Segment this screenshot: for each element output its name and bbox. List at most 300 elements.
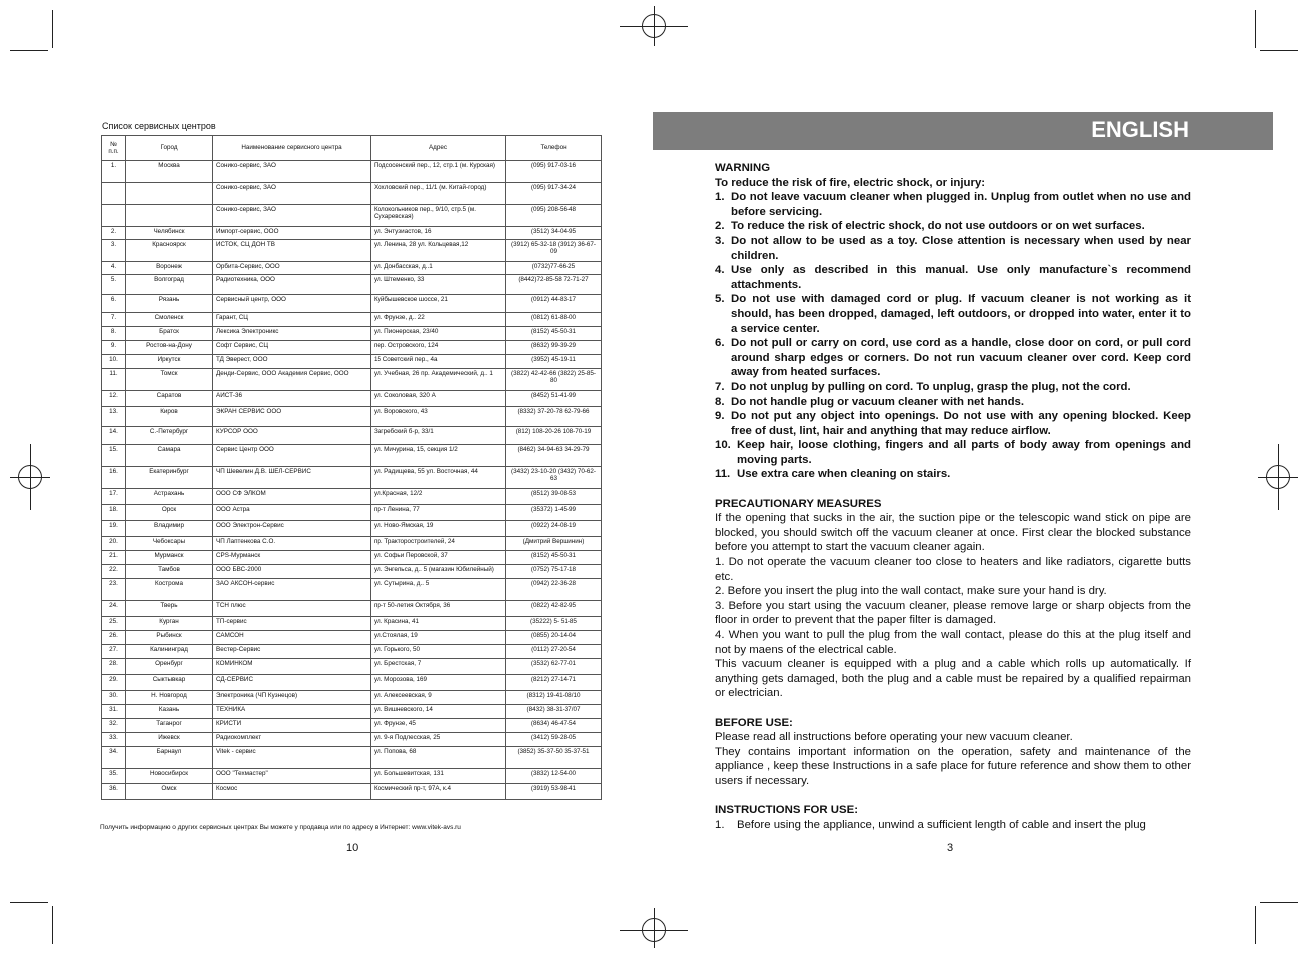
cell-city: Смоленск [126, 313, 213, 327]
cell-address: ул. Пионерская, 23/40 [371, 327, 506, 341]
list-item-text: Do not pull or carry on cord, use cord as a handle, close door on cord, or pull cord around sharp edges or corners. Do not run vacuum cleaner over cord. Keep cord away from heated surfaces. [731, 337, 1191, 379]
cell-address: ул. Вишневского, 14 [371, 705, 506, 719]
cell-num: 33. [102, 733, 126, 747]
cell-num: 16. [102, 467, 126, 489]
cell-city: Волгоград [126, 275, 213, 295]
cell-num: 7. [102, 313, 126, 327]
cell-num: 23. [102, 579, 126, 601]
cell-phone: (8212) 27-14-71 [506, 675, 602, 691]
table-row [102, 769, 602, 784]
table-row [102, 262, 602, 275]
cell-phone: (3852) 35-37-50 35-37-51 [506, 747, 602, 769]
cell-phone: (8512) 39-08-53 [506, 489, 602, 505]
list-item-number: 7. [715, 380, 725, 393]
precaution-paragraph: 4. When you want to pull the plug from the wall contact, please do this at the plug itself and not by maens of the electrical cable. [715, 629, 1191, 656]
cell-name: ЧП Шевелин Д.В. ШЕЛ-СЕРВИС [213, 467, 371, 489]
cell-phone: (35222) 5- 51-85 [506, 617, 602, 631]
warning-intro: To reduce the risk of fire, electric shock, or injury: [715, 176, 986, 189]
cell-address: ул. Воровского, 43 [371, 407, 506, 427]
col-header-address: Адрес [371, 136, 506, 161]
table-row [102, 719, 602, 733]
table-row [102, 489, 602, 505]
crop-mark [1255, 10, 1256, 48]
cell-phone: (8332) 37-20-78 62-79-66 [506, 407, 602, 427]
cell-city: Таганрог [126, 719, 213, 733]
cell-address: ул. Ленина, 28 ул. Кольцевая,12 [371, 240, 506, 262]
table-row [102, 505, 602, 521]
cell-address: Подсосенский пер., 12, стр.1 (м. Курская) [371, 161, 506, 183]
cell-num: 24. [102, 601, 126, 617]
list-item [715, 234, 1191, 263]
list-item-number: 8. [715, 395, 725, 408]
cell-num: 36. [102, 784, 126, 800]
cell-city: Тверь [126, 601, 213, 617]
cell-phone: (0912) 44-83-17 [506, 295, 602, 313]
cell-address: пер. Островского, 124 [371, 341, 506, 355]
precaution-paragraph: This vacuum cleaner is equipped with a plug and a cable which rolls up automatically. If anything gets damaged, both the plug and a cable must be repaired by a qualified repairman or electrician. [715, 658, 1191, 700]
cell-phone: (0822) 42-82-95 [506, 601, 602, 617]
cell-phone: (0942) 22-36-28 [506, 579, 602, 601]
cell-name: Космос [213, 784, 371, 800]
cell-num [102, 205, 126, 227]
table-row [102, 391, 602, 407]
language-banner [653, 112, 1273, 150]
list-item-number: 9. [715, 410, 725, 423]
table-row [102, 369, 602, 391]
cell-address: ул. Сутырина, д.. 5 [371, 579, 506, 601]
cell-name: Сонико-сервис, ЗАО [213, 161, 371, 183]
cell-num: 19. [102, 521, 126, 537]
table-row [102, 537, 602, 551]
cell-address: ул. Софьи Перовской, 37 [371, 551, 506, 565]
list-item-number: 10. [715, 439, 731, 452]
table-row [102, 675, 602, 691]
cell-city: Орск [126, 505, 213, 521]
table-row [102, 295, 602, 313]
cell-address: ул.Красная, 12/2 [371, 489, 506, 505]
cell-num: 14. [102, 427, 126, 445]
cell-phone: (Дмитрий Вершинин) [506, 537, 602, 551]
cell-num: 31. [102, 705, 126, 719]
cell-city: Томск [126, 369, 213, 391]
cell-phone: (3832) 12-54-00 [506, 769, 602, 784]
table-row [102, 341, 602, 355]
cell-address: ул. Брестская, 7 [371, 659, 506, 675]
cell-num: 15. [102, 445, 126, 467]
table-row [102, 240, 602, 262]
list-item-text: To reduce the risk of electric shock, do not use outdoors or on wet surfaces. [731, 220, 1145, 233]
cell-city: Оренбург [126, 659, 213, 675]
list-item-text: Use only as described in this manual. Use only manufacture`s recommend attachments. [731, 264, 1191, 291]
cell-address: ул. Большевитская, 131 [371, 769, 506, 784]
cell-phone: (3532) 62-77-01 [506, 659, 602, 675]
cell-num: 28. [102, 659, 126, 675]
table-row [102, 205, 602, 227]
table-row [102, 427, 602, 445]
cell-num: 22. [102, 565, 126, 579]
table-row [102, 551, 602, 565]
before-use-heading: BEFORE USE: [715, 716, 793, 729]
list-item-text: Keep hair, loose clothing, fingers and all parts of body away from openings and moving parts. [737, 439, 1191, 466]
cell-address: Хохловский пер., 11/1 (м. Китай-город) [371, 183, 506, 205]
cell-address: пр-т Ленина, 77 [371, 505, 506, 521]
table-row [102, 645, 602, 659]
cell-city: Мурманск [126, 551, 213, 565]
cell-name: ЗАО АКСОН-сервис [213, 579, 371, 601]
cell-address: ул. Красина, 41 [371, 617, 506, 631]
list-item-number: 11. [715, 468, 731, 481]
cell-address: ул. Горького, 50 [371, 645, 506, 659]
list-item-text: Do not put any object into openings. Do not use with any opening blocked. Keep free of dust, lint, hair and anything that may reduce airflow. [731, 410, 1191, 437]
cell-phone: (8462) 34-94-63 34-29-79 [506, 445, 602, 467]
cell-phone: (8452) 51-41-99 [506, 391, 602, 407]
cell-city: Курган [126, 617, 213, 631]
cell-phone: (8432) 38-31-37/07 [506, 705, 602, 719]
cell-phone: (3912) 65-32-18 (3912) 36-67-09 [506, 240, 602, 262]
cell-num: 6. [102, 295, 126, 313]
list-item-text: Do not use with damaged cord or plug. If vacuum cleaner is not working as it should, has been dropped, damaged, left outdoors, or dropped into water, enter it to a service center. [731, 293, 1191, 335]
cell-city: Екатеринбург [126, 467, 213, 489]
precaution-text [715, 511, 1191, 701]
cell-address: ул. Мичурина, 15, секция 1/2 [371, 445, 506, 467]
cell-phone: (0112) 27-20-54 [506, 645, 602, 659]
list-item [715, 219, 1191, 234]
cell-name: ЭКРАН СЕРВИС ООО [213, 407, 371, 427]
cell-phone: (812) 108-20-26 108-70-19 [506, 427, 602, 445]
page-number-right: 3 [947, 842, 954, 854]
table-row [102, 579, 602, 601]
precaution-paragraph: 1. Do not operate the vacuum cleaner too close to heaters and like radiators, cigarette butts etc. [715, 556, 1191, 583]
list-item-text: Use extra care when cleaning on stairs. [737, 468, 951, 481]
cell-city: Н. Новгород [126, 691, 213, 705]
cell-num: 17. [102, 489, 126, 505]
cell-name: КОМИНКОМ [213, 659, 371, 675]
instructions-column [715, 161, 1191, 832]
list-item [715, 263, 1191, 292]
cell-city: Киров [126, 407, 213, 427]
cell-address: ул. Донбасская, д..1 [371, 262, 506, 275]
list-item [715, 438, 1191, 467]
cell-city: Рыбинск [126, 631, 213, 645]
crop-mark [1255, 906, 1256, 944]
cell-num: 12. [102, 391, 126, 407]
cell-phone: (3822) 42-42-66 (3822) 25-85-80 [506, 369, 602, 391]
cell-num: 21. [102, 551, 126, 565]
table-row [102, 355, 602, 369]
cell-city: Кострома [126, 579, 213, 601]
table-row [102, 659, 602, 675]
precaution-paragraph: 2. Before you insert the plug into the wall contact, make sure your hand is dry. [715, 585, 1107, 598]
cell-num: 1. [102, 161, 126, 183]
list-item [715, 818, 1191, 833]
cell-phone: (0752) 75-17-18 [506, 565, 602, 579]
cell-address: пр. Тракторостроителей, 24 [371, 537, 506, 551]
cell-name: ООО БВС-2000 [213, 565, 371, 579]
instructions-list [715, 818, 1191, 833]
cell-name: ТЕХНИКА [213, 705, 371, 719]
cell-address: ул. Соколовая, 320 А [371, 391, 506, 407]
cell-num: 10. [102, 355, 126, 369]
cell-phone: (8634) 46-47-54 [506, 719, 602, 733]
table-header [102, 136, 602, 161]
cell-num: 26. [102, 631, 126, 645]
before-use-text [715, 730, 1191, 788]
before-use-paragraph: They contains important information on the operation, safety and maintenance of the appliance , keep these Instructions in a safe place for future reference and show them to other users if necessary. [715, 745, 1191, 787]
table-row [102, 747, 602, 769]
cell-name: Импорт-сервис, ООО [213, 227, 371, 240]
cell-num: 27. [102, 645, 126, 659]
table-row [102, 327, 602, 341]
cell-name: Сервис Центр ООО [213, 445, 371, 467]
list-item-number: 1. [715, 191, 725, 204]
table-row [102, 691, 602, 705]
cell-phone: (8152) 45-50-31 [506, 327, 602, 341]
list-item [715, 380, 1191, 395]
cell-phone: (095) 208-56-48 [506, 205, 602, 227]
cell-city: Красноярск [126, 240, 213, 262]
cell-phone: (35372) 1-45-99 [506, 505, 602, 521]
cell-name: ООО "Техмастер" [213, 769, 371, 784]
cell-address: ул. Энтузиастов, 16 [371, 227, 506, 240]
cell-address: Загребский б-р, 33/1 [371, 427, 506, 445]
language-title: ENGLISH [1091, 117, 1189, 142]
cell-name: ТСН плюс [213, 601, 371, 617]
cell-address: Колокольников пер., 9/10, стр.5 (м. Сухаревская) [371, 205, 506, 227]
cell-city: Тамбов [126, 565, 213, 579]
cell-num: 34. [102, 747, 126, 769]
cell-city: Рязань [126, 295, 213, 313]
list-item-text: Do not leave vacuum cleaner when plugged in. Unplug from outlet when no use and before servicing. [731, 191, 1191, 218]
cell-num: 4. [102, 262, 126, 275]
cell-num: 20. [102, 537, 126, 551]
cell-phone: (8442)72-85-58 72-71-27 [506, 275, 602, 295]
page-number-left: 10 [346, 842, 359, 854]
cell-num: 30. [102, 691, 126, 705]
warning-list [715, 190, 1191, 482]
precaution-heading: PRECAUTIONARY MEASURES [715, 497, 882, 510]
cell-address: ул. Радищева, 55 ул. Восточная, 44 [371, 467, 506, 489]
cell-city: Челябинск [126, 227, 213, 240]
cell-name: Сонико-сервис, ЗАО [213, 183, 371, 205]
cell-city: Ижевск [126, 733, 213, 747]
col-header-name: Наименование сервисного центра [213, 136, 371, 161]
col-header-num: № п.п. [102, 136, 126, 161]
cell-name: Орбита-Сервис, ООО [213, 262, 371, 275]
warning-heading: WARNING [715, 162, 771, 174]
cell-num: 3. [102, 240, 126, 262]
cell-num: 11. [102, 369, 126, 391]
cell-num: 13. [102, 407, 126, 427]
cell-name: ТП-сервис [213, 617, 371, 631]
list-item-number: 6. [715, 337, 725, 350]
cell-phone: (0812) 61-88-00 [506, 313, 602, 327]
cell-city: Казань [126, 705, 213, 719]
cell-num: 29. [102, 675, 126, 691]
crop-mark [52, 10, 53, 48]
cell-city [126, 183, 213, 205]
table-row [102, 161, 602, 183]
cell-name: Радиотехника, ООО [213, 275, 371, 295]
cell-name: Лексика Электроникс [213, 327, 371, 341]
table-row [102, 521, 602, 537]
table-row [102, 275, 602, 295]
list-item-number: 1. [715, 818, 725, 831]
cell-phone: (3919) 53-98-41 [506, 784, 602, 800]
service-list-title: Список сервисных центров [102, 121, 216, 131]
cell-city: Ростов-на-Дону [126, 341, 213, 355]
cell-phone: (0922) 24-08-19 [506, 521, 602, 537]
cell-address: ул. Фрунзе, д.. 22 [371, 313, 506, 327]
cell-name: CPS-Мурманск [213, 551, 371, 565]
cell-city: Чебоксары [126, 537, 213, 551]
list-item [715, 467, 1191, 482]
cell-address: ул. 9-я Подлесская, 25 [371, 733, 506, 747]
cell-address: 15 Советский пер., 4а [371, 355, 506, 369]
cell-city: Сыктывкар [126, 675, 213, 691]
cell-city: Саратов [126, 391, 213, 407]
crop-mark [1260, 902, 1298, 903]
table-row [102, 467, 602, 489]
cell-address: пр-т 50-летия Октября, 36 [371, 601, 506, 617]
cell-address: ул. Энгельса, д.. 5 (магазин Юбилейный) [371, 565, 506, 579]
cell-phone: (095) 917-34-24 [506, 183, 602, 205]
cell-name: ООО СФ ЭЛКОМ [213, 489, 371, 505]
list-item [715, 292, 1191, 336]
cell-address: ул. Алексеевская, 9 [371, 691, 506, 705]
table-row [102, 705, 602, 719]
cell-address: ул. Попова, 68 [371, 747, 506, 769]
precaution-paragraph: If the opening that sucks in the air, the suction pipe or the telescopic wand stick on pipe are blocked, you should switch off the vacuum cleaner at once. First clear the blocked substance before you attempt to start the vacuum cleaner again. [715, 512, 1191, 554]
cell-num: 9. [102, 341, 126, 355]
cell-city [126, 205, 213, 227]
list-item-number: 5. [715, 293, 725, 306]
before-use-paragraph: Please read all instructions before operating your new vacuum cleaner. [715, 731, 1073, 744]
cell-num: 32. [102, 719, 126, 733]
cell-name: КРИСТИ [213, 719, 371, 733]
table-row [102, 565, 602, 579]
crop-mark [52, 906, 53, 944]
cell-num: 35. [102, 769, 126, 784]
cell-phone: (3412) 59-28-05 [506, 733, 602, 747]
cell-name: ИСТОК, СЦ ДОН ТВ [213, 240, 371, 262]
service-footer-note: Получить информацию о других сервисных центрах Вы можете у продавца или по адресу в Интернет: www.vitek-avs.ru [100, 824, 461, 831]
cell-city: Калининград [126, 645, 213, 659]
cell-city: Москва [126, 161, 213, 183]
table-row [102, 601, 602, 617]
list-item-number: 4. [715, 264, 725, 277]
cell-phone: (8632) 99-39-29 [506, 341, 602, 355]
cell-phone: (0732)77-66-25 [506, 262, 602, 275]
cell-city: Иркутск [126, 355, 213, 369]
cell-name: Вестер-Сервис [213, 645, 371, 659]
cell-phone: (095) 917-03-16 [506, 161, 602, 183]
cell-phone: (3432) 23-10-20 (3432) 70-62-63 [506, 467, 602, 489]
table-row [102, 617, 602, 631]
cell-city: Барнаул [126, 747, 213, 769]
cell-name: Сервисный центр, ООО [213, 295, 371, 313]
list-item [715, 395, 1191, 410]
cell-name: Сонико-сервис, ЗАО [213, 205, 371, 227]
col-header-phone: Телефон [506, 136, 602, 161]
table-row [102, 445, 602, 467]
crop-mark [10, 50, 48, 51]
cell-name: САМСОН [213, 631, 371, 645]
list-item-number: 3. [715, 234, 725, 247]
list-item-text: Do not unplug by pulling on cord. To unplug, grasp the plug, not the cord. [731, 380, 1131, 393]
cell-phone: (3952) 45-19-11 [506, 355, 602, 369]
cell-phone: (8152) 45-50-31 [506, 551, 602, 565]
list-item [715, 336, 1191, 380]
cell-phone: (0855) 20-14-04 [506, 631, 602, 645]
list-item-text: Before using the appliance, unwind a sufficient length of cable and insert the plug [737, 818, 1146, 831]
table-row [102, 183, 602, 205]
cell-address: ул. Морозова, 169 [371, 675, 506, 691]
cell-name: ООО Астра [213, 505, 371, 521]
cell-num: 25. [102, 617, 126, 631]
cell-name: Софт Сервис, СЦ [213, 341, 371, 355]
table-row [102, 631, 602, 645]
cell-name: Денди-Сервис, ООО Академия Сервис, ООО [213, 369, 371, 391]
cell-city: Братск [126, 327, 213, 341]
table-row [102, 733, 602, 747]
cell-name: АИСТ-36 [213, 391, 371, 407]
cell-address: ул.Стоялая, 19 [371, 631, 506, 645]
cell-num: 18. [102, 505, 126, 521]
list-item-text: Do not handle plug or vacuum cleaner with net hands. [731, 395, 1025, 408]
cell-city: Астрахань [126, 489, 213, 505]
cell-address: ул. Фрунзе, 45 [371, 719, 506, 733]
cell-city: Новосибирск [126, 769, 213, 784]
cell-city: Самара [126, 445, 213, 467]
list-item-text: Do not allow to be used as a toy. Close attention is necessary when used by near children. [731, 234, 1191, 262]
cell-address: Куйбышевское шоссе, 21 [371, 295, 506, 313]
cell-phone: (8312) 19-41-08/10 [506, 691, 602, 705]
crop-mark [1260, 50, 1298, 51]
cell-num: 5. [102, 275, 126, 295]
list-item-number: 2. [715, 220, 725, 233]
col-header-city: Город [126, 136, 213, 161]
cell-city: Омск [126, 784, 213, 800]
cell-name: Vitek - сервис [213, 747, 371, 769]
cell-num [102, 183, 126, 205]
cell-name: ЧП Лаптенкова С.О. [213, 537, 371, 551]
cell-city: Воронеж [126, 262, 213, 275]
cell-num: 8. [102, 327, 126, 341]
cell-address: ул. Штеменко, 33 [371, 275, 506, 295]
table-row [102, 313, 602, 327]
cell-address: ул. Учебная, 26 пр. Академический, д.. 1 [371, 369, 506, 391]
precaution-paragraph: 3. Before you start using the vacuum cleaner, please remove large or sharp objects from the floor in order to prevent that the paper filter is damaged. [715, 599, 1191, 627]
cell-phone: (3512) 34-04-95 [506, 227, 602, 240]
service-centers-table [101, 135, 602, 800]
cell-name: СД-СЕРВИС [213, 675, 371, 691]
cell-address: ул. Ново-Ямская, 19 [371, 521, 506, 537]
cell-name: Радиокомплект [213, 733, 371, 747]
cell-city: Владимир [126, 521, 213, 537]
instructions-heading: INSTRUCTIONS FOR USE: [715, 804, 859, 817]
list-item [715, 190, 1191, 219]
cell-name: Гарант, СЦ [213, 313, 371, 327]
crop-mark [10, 902, 48, 903]
cell-city: С.-Петербург [126, 427, 213, 445]
table-row [102, 227, 602, 240]
cell-name: Электроника (ЧП Кузнецов) [213, 691, 371, 705]
cell-num: 2. [102, 227, 126, 240]
cell-name: ТД Эверест, ООО [213, 355, 371, 369]
table-row [102, 784, 602, 800]
cell-address: Космический пр-т, 97А, к.4 [371, 784, 506, 800]
cell-name: КУРСОР ООО [213, 427, 371, 445]
